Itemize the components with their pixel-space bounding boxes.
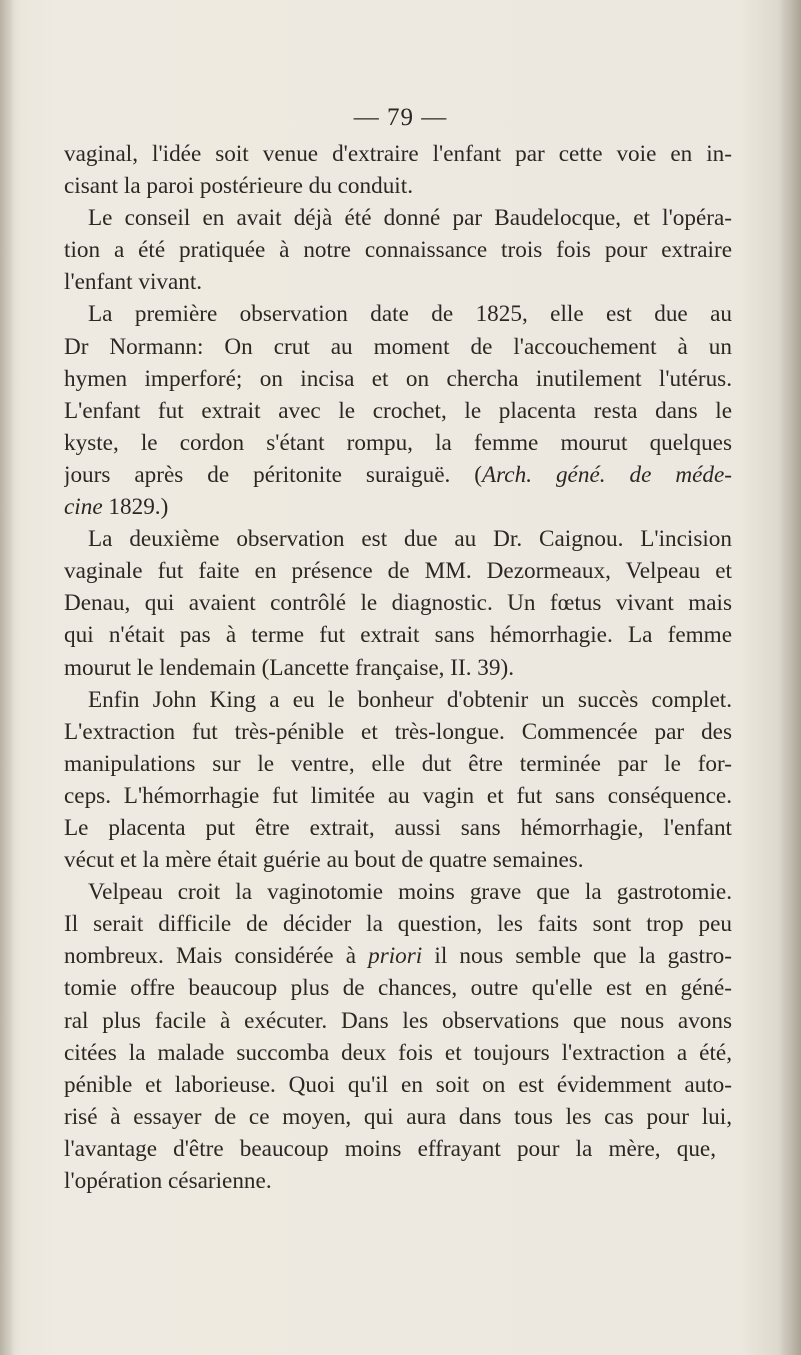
text-line: l'avantage d'être beaucoup moins effrayant pour la mère, que, <box>64 1135 716 1162</box>
text-line: tomie offre beaucoup plus de chances, outre qu'elle est en géné- <box>64 975 732 1002</box>
citation-italic: Arch. géné. de méde- <box>481 461 732 488</box>
text-line: Velpeau croit la vaginotomie moins grave que la gastrotomie. <box>88 879 732 906</box>
text-line: Denau, qui avaient contrôlé le diagnostic. Un fœtus vivant mais <box>64 590 732 617</box>
text-line: Le conseil en avait déjà été donné par Baudelocque, et l'opéra- <box>88 205 732 232</box>
text-line: L'extraction fut très-pénible et très-longue. Commencée par des <box>64 718 732 745</box>
text-line <box>64 459 732 491</box>
text-line: L'enfant fut extrait avec le crochet, le placenta resta dans le <box>64 397 732 424</box>
text-line: Dr Normann: On crut au moment de l'accouchement à un <box>64 333 732 360</box>
page-right-edge <box>779 0 801 1355</box>
text-line: l'enfant vivant. <box>64 269 203 296</box>
text-line: vécut et la mère était guérie au bout de quatre semaines. <box>64 847 584 874</box>
page-number: — 79 — <box>353 104 448 131</box>
text-line: Le placenta put être extrait, aussi sans hémorrhagie, l'enfant <box>64 814 732 841</box>
text-line: citées la malade succomba deux fois et toujours l'extraction a été, <box>64 1039 732 1066</box>
text-line: vaginal, l'idée soit venue d'extraire l'enfant par cette voie en in- <box>64 141 732 167</box>
text-line: Enfin John King a eu le bonheur d'obtenir un succès complet. <box>88 686 732 713</box>
text-line: ceps. L'hémorrhagie fut limitée au vagin et fut sans conséquence. <box>64 782 732 809</box>
text-line: tion a été pratiquée à notre connaissance trois fois pour extraire <box>64 237 732 264</box>
text-line: La deuxième observation est due au Dr. Caignou. L'incision <box>88 526 732 553</box>
text-line <box>64 940 732 972</box>
text-line: ral plus facile à exécuter. Dans les observations que nous avons <box>64 1007 732 1034</box>
text-line: vaginale fut faite en présence de MM. Dezormeaux, Velpeau et <box>64 558 732 585</box>
latin-italic: priori <box>368 943 423 970</box>
text-line: hymen imperforé; on incisa et on chercha inutilement l'utérus. <box>64 365 732 392</box>
text-line <box>64 491 732 523</box>
text-line: Il serait difficile de décider la question, les faits sont trop peu <box>64 911 732 938</box>
text-segment: jours après de péritonite suraiguë. ( <box>64 461 482 488</box>
text-segment: nombreux. Mais considérée à <box>64 943 369 970</box>
text-line: La première observation date de 1825, elle est due au <box>88 301 732 328</box>
text-segment: il nous semble que la gastro- <box>422 943 732 970</box>
text-line: kyste, le cordon s'étant rompu, la femme mourut quelques <box>64 429 732 456</box>
body-text <box>64 138 732 1197</box>
text-line: manipulations sur le ventre, elle dut être terminée par le for- <box>64 750 732 777</box>
text-line: l'opération césarienne. <box>64 1168 272 1194</box>
text-line: cisant la paroi postérieure du conduit. <box>64 173 413 200</box>
text-line: pénible et laborieuse. Quoi qu'il en soit on est évidemment auto- <box>64 1071 732 1098</box>
text-line: risé à essayer de ce moyen, qui aura dans tous les cas pour lui, <box>64 1103 732 1130</box>
page-left-edge <box>0 0 14 1355</box>
text-line: mourut le lendemain (Lancette française, II. 39). <box>64 654 515 681</box>
citation-italic: cine <box>64 494 103 521</box>
text-line: qui n'était pas à terme fut extrait sans hémorrhagie. La femme <box>64 622 732 649</box>
text-segment: 1829.) <box>102 494 169 521</box>
